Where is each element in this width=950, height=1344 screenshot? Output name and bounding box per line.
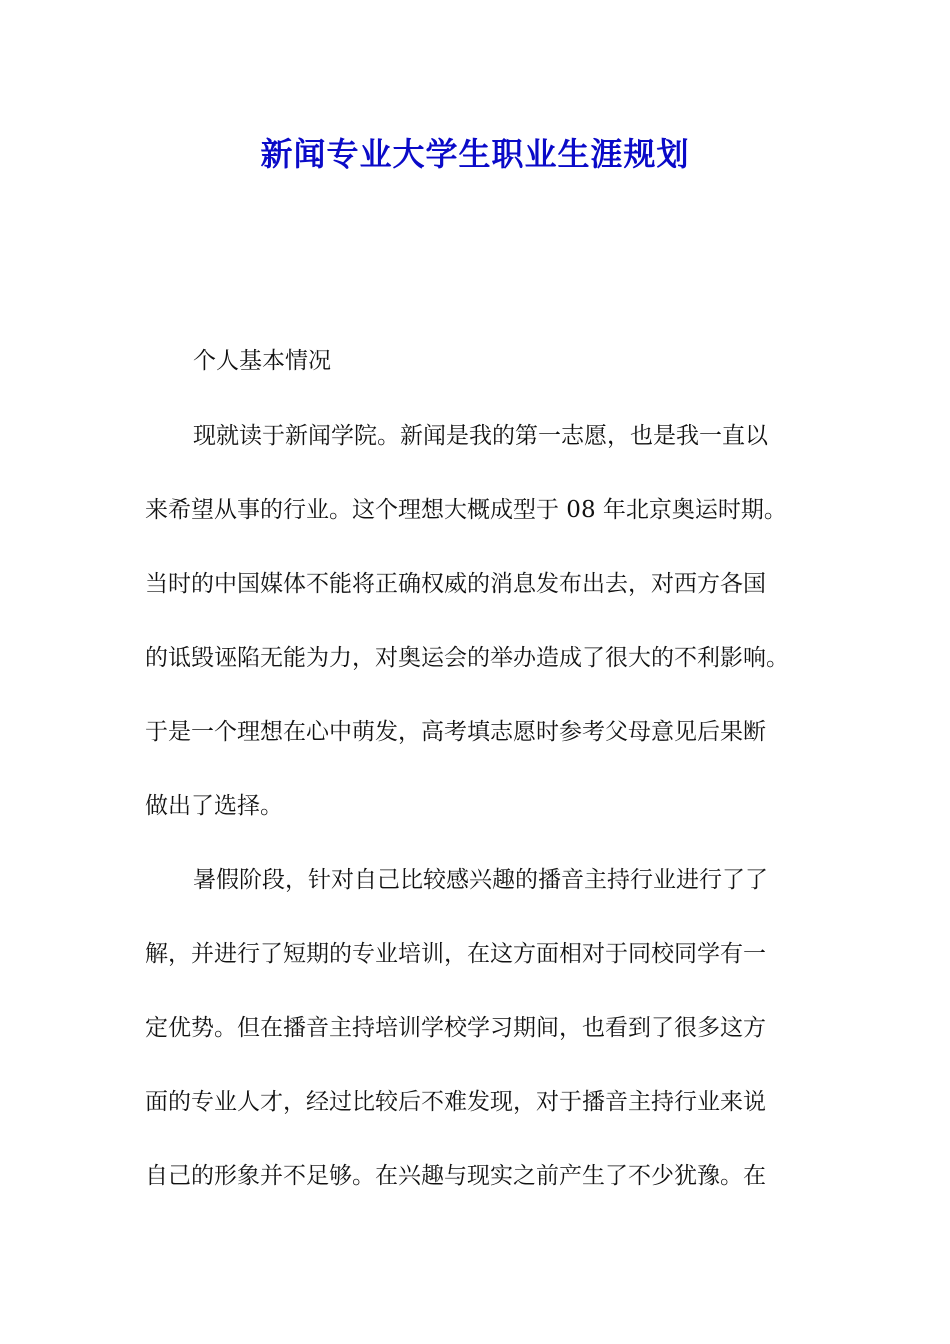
section-heading: 个人基本情况 — [193, 348, 331, 374]
paragraph-line: 来希望从事的行业。这个理想大概成型于 08 年北京奥运时期。 — [145, 497, 787, 523]
paragraph-line: 自己的形象并不足够。在兴趣与现实之前产生了不少犹豫。在 — [145, 1163, 766, 1189]
paragraph-line: 定优势。但在播音主持培训学校学习期间，也看到了很多这方 — [145, 1015, 766, 1041]
paragraph-line: 解，并进行了短期的专业培训，在这方面相对于同校同学有一 — [145, 941, 766, 967]
paragraph-line: 于是一个理想在心中萌发，高考填志愿时参考父母意见后果断 — [145, 719, 766, 745]
paragraph-line: 面的专业人才，经过比较后不难发现，对于播音主持行业来说 — [145, 1089, 766, 1115]
paragraph-line: 的诋毁诬陷无能为力，对奥运会的举办造成了很大的不利影响。 — [145, 645, 789, 671]
paragraph-line: 做出了选择。 — [145, 793, 283, 819]
document-title: 新闻专业大学生职业生涯规划 — [260, 135, 690, 173]
paragraph-line: 当时的中国媒体不能将正确权威的消息发布出去，对西方各国 — [145, 571, 766, 597]
paragraph-line: 现就读于新闻学院。新闻是我的第一志愿，也是我一直以 — [193, 423, 768, 449]
paragraph-line: 暑假阶段，针对自己比较感兴趣的播音主持行业进行了了 — [193, 867, 768, 893]
